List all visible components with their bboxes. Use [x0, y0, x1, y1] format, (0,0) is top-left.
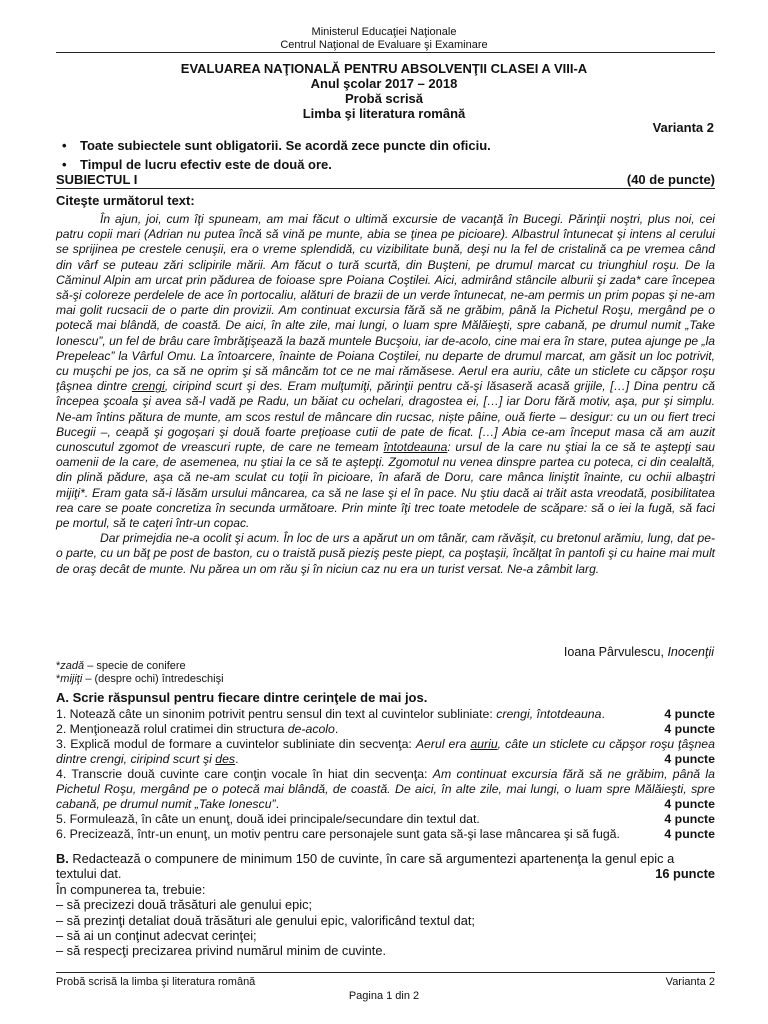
requirement-item: – să precizezi două trăsături ale genului epic; — [56, 897, 313, 913]
literary-text — [56, 212, 715, 577]
question-1: 1. Notează câte un sinonim potrivit pentru sensul din text al cuvintelor subliniate: crengi, întotdeauna. 4 puncte — [56, 707, 715, 721]
requirement-item: – să ai un conţinut adecvat cerinţei; — [56, 928, 257, 944]
requirement-item: – să prezinţi detaliat două trăsături ale genului epic, valorificând textul dat; — [56, 912, 475, 928]
question-3: 3. Explică modul de formare a cuvintelor subliniate din secvenţa: Aerul era auriu, câte un sticlete cu căpşor roşu ţâşnea dintre crengi, ciripind scurt şi des. 4 puncte — [56, 737, 715, 766]
requirement-item: – să respecţi precizarea privind numărul minim de cuvinte. — [56, 943, 387, 959]
page-number: Pagina 1 din 2 — [348, 990, 420, 1002]
exam-title: EVALUAREA NAŢIONALĂ PENTRU ABSOLVENŢII CLASEI A VIII-A — [180, 61, 588, 76]
text-paragraph: Dar primejdia ne-a ocolit şi acum. În loc de urs a apărut un om tânăr, cam răvăşit, cu bretonul arămiu, lung, dat pe-o parte, cu un băţ pe post de baston, cu o traistă pusă pieziş peste piept, ca poştaşii, încălţat în pantofi şi cu haine mai mult de oraş decât de munte. Nu părea un om rău şi în niciun caz nu era un turist versat. Ne-a zâmbit larg. — [56, 531, 715, 576]
glossary-item: *zadă – specie de conifere — [56, 660, 186, 672]
author-citation — [564, 645, 714, 659]
text-paragraph: În ajun, joi, cum îţi spuneam, am mai făcut o ultimă excursie de vacanţă în Bucegi. Părinţii noştri, plus noi, cei patru copii mari (Adrian nu putea încă să vină pe munte, abia se ţinea pe picioare). Albastrul întunecat şi intens al cerului se sprijinea pe crestele cenuşii, era o vreme splendidă, cu vizibilitate bună, deşi nu la fel de cristalină ca pe vremea când din vârf se puteau zări sclipirile mării. Am făcut o tură scurtă, din Buşteni, pe drumul marcat cu triunghiul roşu. De la Căminul Alpin am urcat prin pădurea de foioase spre Poiana Coştilei. Aici, admirând stâncile alburii şi zada* care începea să-şi coloreze perdelele de ace în portocaliu, alături de brazii de un verde întunecat, ne-am permis un prim popas şi ne-am mai golit rucsacii de o parte din provizii. Am continuat excursia fără să ne grăbim, până la Pichetul Roşu, mergând pe o potecă mai blândă, de coastă. De aici, în alte zile, mai lungi, o luam spre Mălăieşti, spre cabană, pe drumul numit „Take Ionescu”, un fel de brâu care îmbrăţişează la bază muntele Bucşoiu, iar de-acolo, cine mai era în stare, putea ajunge pe „la Prepeleac” la Vârful Omu. La întoarcere, înainte de Poiana Coştilei, nu departe de drumul marcat, am găsit un loc potrivit, cu muşchi pe jos, ca să ne oprim şi să mâncăm tot ce ne mai rămăsese. Aerul era auriu, câte un sticlete cu căpşor roşu ţâşnea dintre crengi, ciripind scurt şi des. Eram mulţumiţi, părinţii pentru că-şi lăsaseră acasă grijile, […] Dina pentru că începea şcoala şi avea să-l vadă pe Radu, un băiat cu ochelari, dragostea ei, […] iar Doru fără motiv, aşa, pur şi simplu. Ne-am întins pătura de munte, am scos restul de mâncare din rucsac, niște pâine, ouă fierte – desigur: cu un ou fiert treci Bucegii –, ceapă şi gogoşari şi două foarte preţioase cutii de pate de ficat. […] Abia ce-am început masa că am auzit cunoscutul zgomot de vreascuri rupte, de care ne temeam întotdeauna: ursul de la care nu ştiai la ce să te aştepţi sau oamenii de la care, de asemenea, nu ştiai la ce să te aştepţi. Zgomotul nu venea dinspre partea cu poteca, ci din cealaltă, din plină pădure, aşa că ne-am sculat cu toţii în picioare, în afară de Doru, care mânca liniştit înainte, cu ochii albaştri mijiţi*. Eram gata să-i lăsăm ursului mâncarea, ca să ne lase şi el în pace. Nu ştiu dacă ai trăit asta vreodată, posibilitatea rea care se poate concretiza în secunda următoare. Prin minte îţi trec toate metodele de scăpare: să o iei la fugă, să faci pe mortul, să te caţeri într-un copac. — [56, 212, 715, 531]
question-5: 5. Formulează, în câte un enunţ, două idei principale/secundare din textul dat. 4 puncte — [56, 812, 715, 826]
center-name: Centrul Naţional de Evaluare şi Examinare — [280, 39, 488, 51]
question-2: 2. Menţionează rolul cratimei din structura de-acolo. 4 puncte — [56, 722, 715, 736]
footer-variant: Varianta 2 — [665, 976, 715, 988]
section-b-task: B. Redactează o compunere de minimum 150 de cuvinte, în care să argumentezi apartenenţa la genul epic a textului dat. 16 puncte — [56, 851, 715, 882]
header-divider — [56, 52, 715, 53]
question-points: 4 puncte — [664, 722, 715, 736]
institution-header — [0, 26, 768, 52]
question-points: 4 puncte — [664, 827, 715, 841]
underlined-word: întotdeauna — [383, 440, 448, 455]
section-b-intro: În compunerea ta, trebuie: — [56, 881, 206, 897]
exam-subject: Limba şi literatura română — [302, 106, 466, 121]
bullet-icon: • — [62, 138, 67, 153]
instruction-item: • Timpul de lucru efectiv este de două ore. — [62, 157, 332, 172]
author-name: Ioana Pârvulescu, — [563, 645, 668, 659]
section-a — [56, 690, 715, 842]
read-instruction: Citeşte următorul text: — [56, 193, 195, 208]
work-title: Inocenţii — [667, 645, 714, 659]
question-4: 4. Transcrie două cuvinte care conţin vocale în hiat din secvenţa: Am continuat excursia fără să ne grăbim, până la Pichetul Roşu, mergând pe o potecă mai blândă, de coastă. De aici, în alte zile, mai lungi, o luam spre Mălăieşti, spre cabană, pe drumul numit „Take Ionescu”. 4 puncte — [56, 767, 715, 811]
question-points: 4 puncte — [664, 707, 715, 721]
instruction-item: • Toate subiectele sunt obligatorii. Se acordă zece puncte din oficiu. — [62, 138, 491, 153]
subject-heading — [56, 172, 715, 189]
instructions-list — [62, 136, 491, 174]
bullet-icon: • — [62, 157, 67, 172]
school-year: Anul şcolar 2017 – 2018 — [310, 76, 458, 91]
test-type: Probă scrisă — [344, 91, 424, 106]
variant-label: Varianta 2 — [652, 120, 714, 135]
ministry-name: Ministerul Educaţiei Naţionale — [311, 26, 457, 38]
section-b-points: 16 puncte — [655, 866, 715, 882]
section-a-heading: A. Scrie răspunsul pentru fiecare dintre cerinţele de mai jos. — [56, 690, 428, 705]
question-points: 4 puncte — [664, 752, 715, 766]
subject-points: (40 de puncte) — [626, 172, 715, 187]
question-6: 6. Precizează, într-un enunţ, un motiv pentru care personajele sunt gata să-şi lase mâncarea şi să fugă. 4 puncte — [56, 827, 715, 841]
page-footer — [56, 976, 715, 988]
glossary-notes — [56, 660, 224, 686]
question-points: 4 puncte — [664, 812, 715, 826]
footer-title: Probă scrisă la limba şi literatura română — [56, 976, 256, 988]
subject-label: SUBIECTUL I — [56, 172, 138, 187]
section-b — [56, 851, 715, 959]
underlined-word: crengi — [131, 379, 165, 394]
question-points: 4 puncte — [664, 797, 715, 811]
footer-divider — [56, 972, 715, 973]
exam-title-block — [0, 61, 768, 121]
glossary-item: *mijiţi – (despre ochi) întredeschişi — [56, 673, 224, 685]
